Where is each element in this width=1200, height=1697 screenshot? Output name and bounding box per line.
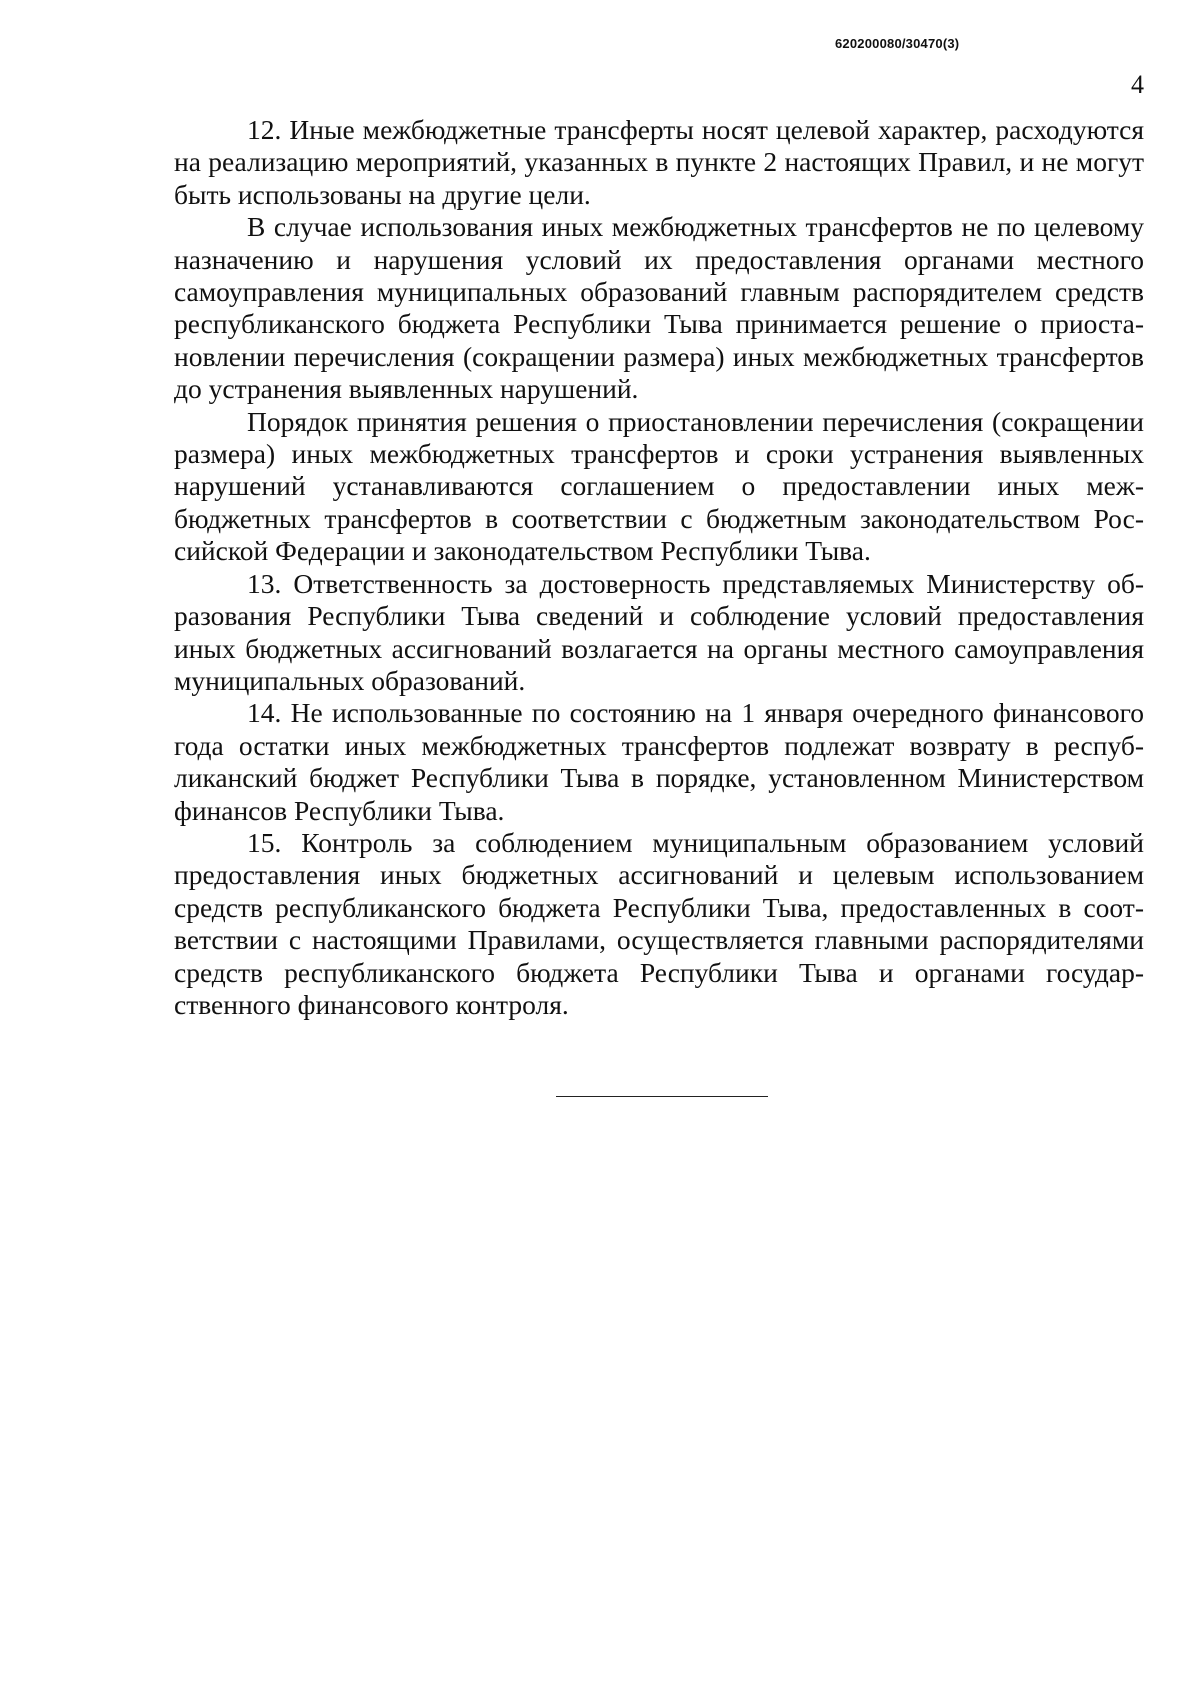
paragraph-13: 13. Ответственность за достоверность представляемых Министерству образования Республики Тыва сведений и соблюдение условий предоставления иных бюджетных ассигнований возлагается на органы местного самоуправления муниципальных образований. (174, 567, 1144, 696)
paragraph-12: 12. Иные межбюджетные трансферты носят целевой характер, расходуются на реализацию мероприятий, указанных в пункте 2 настоящих Правил, и не могут быть использованы на другие цели. (174, 114, 1144, 210)
paragraph-14: 14. Не использованные по состоянию на 1 января очередного финансового года остатки иных межбюджетных трансфертов подлежат возврату в республиканский бюджет Республики Тыва в порядке, установленном Министерством финансов Республики Тыва. (174, 697, 1144, 826)
page-number: 4 (1131, 70, 1144, 99)
document-body (174, 114, 1144, 1021)
paragraph-15: 15. Контроль за соблюдением муниципальным образованием условий предоставления иных бюджетных ассигнований и целевым использованием средств республиканского бюджета Республики Тыва, предоставленных в соответствии с настоящими Правилами, осуществляется главными распорядителями средств республиканского бюджета Республики Тыва и органами государственного финансового контроля. (174, 826, 1144, 1020)
end-separator-line (556, 1096, 768, 1097)
paragraph-12-misuse: В случае использования иных межбюджетных трансфертов не по целевому назначению и нарушения условий их предоставления органами местного самоуправления муниципальных образований главным распорядителем средств республиканского бюджета Республики Тыва принимается решение о приостановлении перечисления (сокращении размера) иных межбюджетных трансфертов до устранения выявленных нарушений. (174, 211, 1144, 405)
paragraph-12-procedure: Порядок принятия решения о приостановлении перечисления (сокращении размера) иных межбюджетных трансфертов и сроки устранения выявленных нарушений устанавливаются соглашением о предоставлении иных межбюджетных трансфертов в соответствии с бюджетным законодательством Российской Федерации и законодательством Республики Тыва. (174, 405, 1144, 567)
document-code: 620200080/30470(3) (835, 36, 960, 51)
